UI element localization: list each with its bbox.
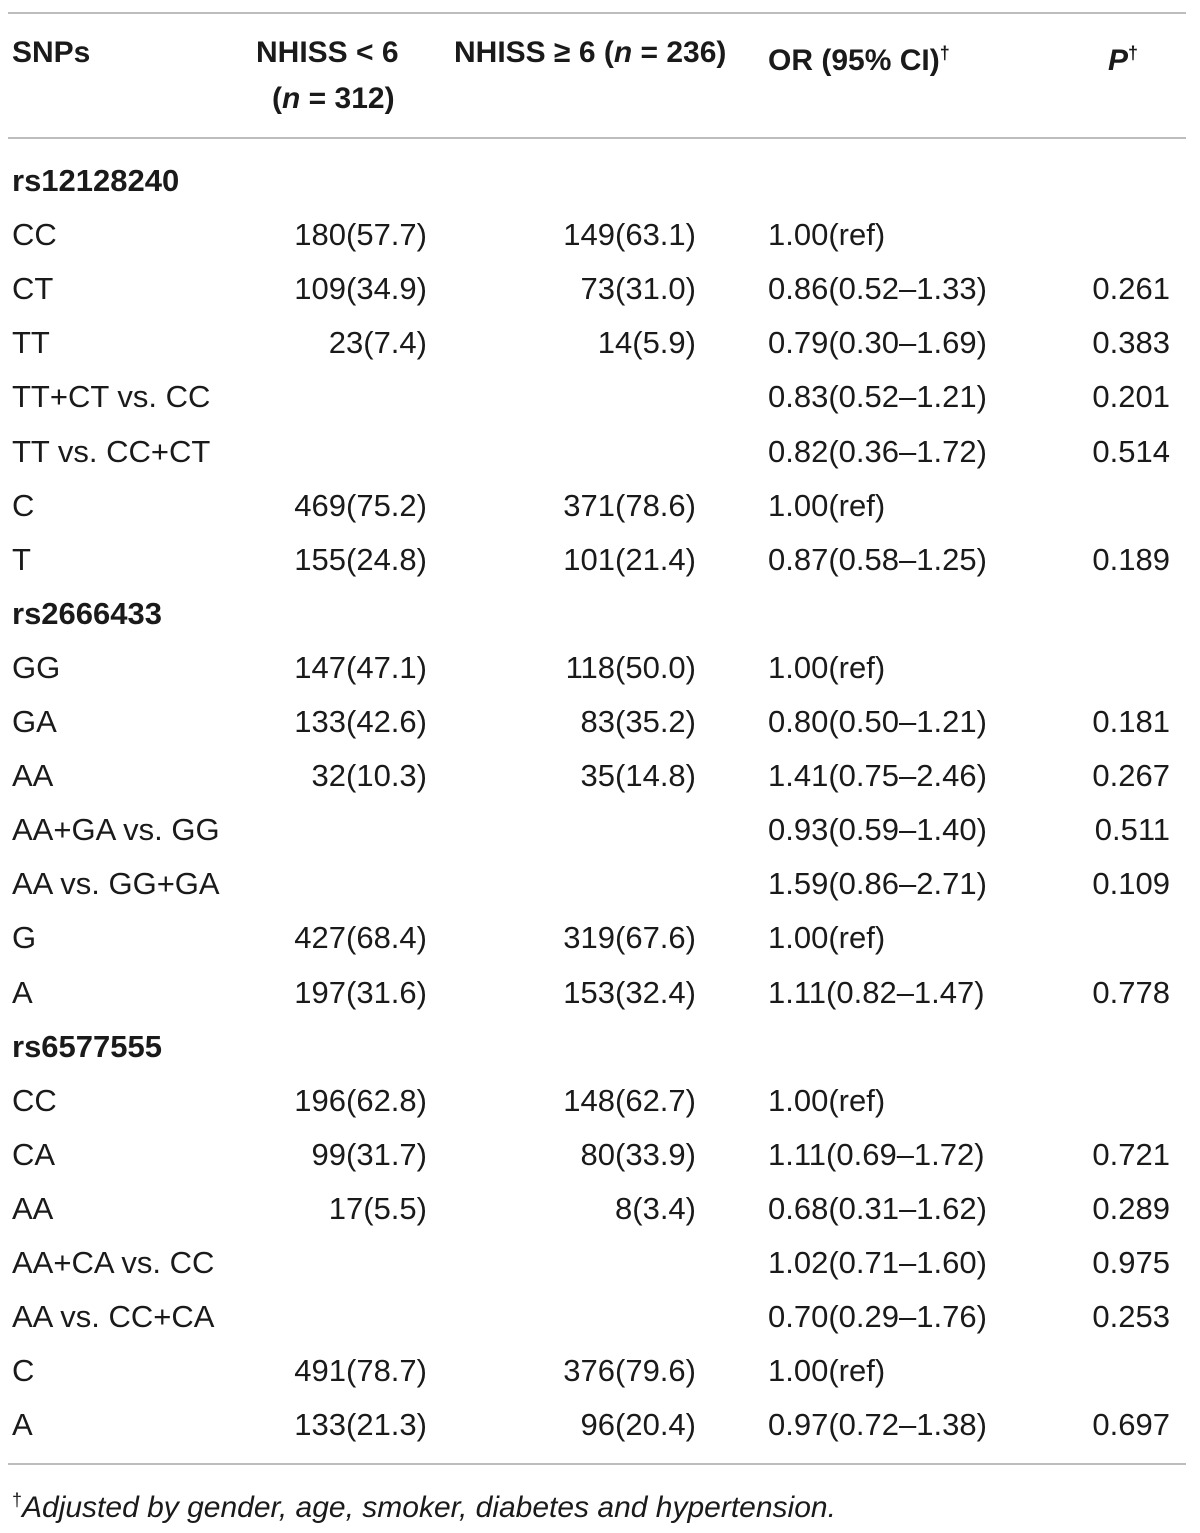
cell-or: 0.93(0.59–1.40) <box>768 812 987 848</box>
header-bottom-rule <box>8 137 1186 139</box>
cell-label: GG <box>12 649 61 685</box>
cell-label: CA <box>12 1136 56 1172</box>
cell-a: 155(24.8) <box>294 541 427 577</box>
cell-b: 83(35.2) <box>580 704 696 739</box>
cell-label: GA <box>12 704 57 739</box>
cell-label: AA+CA vs. CC <box>12 1245 215 1280</box>
cell-a: 180(57.7) <box>294 217 427 253</box>
cell-label: AA <box>12 1190 54 1226</box>
cell-label: AA vs. GG+GA <box>12 866 220 902</box>
cell-p: 0.514 <box>1092 433 1170 469</box>
cell-b: 8(3.4) <box>615 1190 696 1226</box>
cell-p: 0.511 <box>1094 812 1170 848</box>
cell-or: 1.00(ref) <box>768 1353 886 1389</box>
cell-a: 491(78.7) <box>294 1353 427 1389</box>
cell-b: 376(79.6) <box>563 1353 696 1389</box>
cell-p: 0.253 <box>1092 1299 1170 1335</box>
cell-label: A <box>12 974 33 1010</box>
cell-a: 32(10.3) <box>311 758 427 794</box>
header-snps: SNPs <box>12 36 91 69</box>
cell-p: 0.109 <box>1092 866 1170 902</box>
cell-p: 0.778 <box>1092 974 1170 1010</box>
cell-or: 0.86(0.52–1.33) <box>768 271 987 307</box>
cell-b: 118(50.0) <box>565 649 696 685</box>
cell-b: 101(21.4) <box>563 541 696 577</box>
header-or: OR (95% CI)† <box>768 43 950 77</box>
cell-label: CC <box>12 217 57 253</box>
cell-or: 1.41(0.75–2.46) <box>768 758 987 794</box>
footnote <box>12 1482 836 1526</box>
cell-p: 0.267 <box>1092 758 1170 794</box>
cell-p: 0.261 <box>1092 271 1170 307</box>
cell-label: T <box>12 541 31 577</box>
cell-or: 1.00(ref) <box>768 1082 886 1118</box>
cell-b: 73(31.0) <box>580 271 696 307</box>
cell-or: 0.83(0.52–1.21) <box>768 379 987 415</box>
cell-label: TT+CT vs. CC <box>12 379 211 415</box>
cell-or: 0.87(0.58–1.25) <box>768 541 987 577</box>
cell-p: 0.383 <box>1092 325 1170 361</box>
cell-label: C <box>12 1353 35 1389</box>
header-p: P† <box>1108 43 1139 77</box>
cell-a: 109(34.9) <box>294 271 427 307</box>
cell-or: 0.70(0.29–1.76) <box>768 1299 987 1335</box>
header-nhiss-lt6-n: (n = 312) <box>272 82 395 115</box>
cell-or: 1.02(0.71–1.60) <box>768 1245 987 1280</box>
footnote-dagger: † <box>12 1490 23 1510</box>
cell-or: 1.00(ref) <box>768 920 886 956</box>
cell-a: 23(7.4) <box>328 325 427 361</box>
cell-or: 0.97(0.72–1.38) <box>768 1407 987 1443</box>
footnote-text: Adjusted by gender, age, smoker, diabetes and hypertension. <box>22 1491 836 1524</box>
cell-b: 148(62.7) <box>563 1082 696 1118</box>
cell-a: 147(47.1) <box>294 649 427 685</box>
cell-p: 0.975 <box>1092 1245 1170 1280</box>
cell-or: 1.11(0.82–1.47) <box>768 974 985 1010</box>
header-p-dagger: † <box>1128 43 1139 63</box>
cell-a: 133(21.3) <box>294 1407 427 1443</box>
header-nhiss-lt6: NHISS < 6 <box>256 36 399 69</box>
cell-or: 0.79(0.30–1.69) <box>768 325 987 361</box>
snp-group-title: rs2666433 <box>12 595 162 631</box>
cell-or: 1.00(ref) <box>768 487 886 523</box>
cell-label: G <box>12 920 37 956</box>
cell-a: 133(42.6) <box>294 704 427 739</box>
cell-label: TT <box>12 325 50 361</box>
cell-b: 149(63.1) <box>563 217 696 253</box>
snp-group-title: rs6577555 <box>12 1028 162 1064</box>
cell-b: 371(78.6) <box>563 487 696 523</box>
cell-label: A <box>12 1407 33 1443</box>
cell-a: 99(31.7) <box>311 1136 427 1172</box>
cell-label: AA <box>12 758 54 794</box>
cell-p: 0.181 <box>1092 704 1170 739</box>
cell-p: 0.189 <box>1092 541 1170 577</box>
cell-or: 0.68(0.31–1.62) <box>768 1190 987 1226</box>
cell-a: 427(68.4) <box>294 920 427 956</box>
cell-or: 1.59(0.86–2.71) <box>768 866 987 902</box>
cell-b: 35(14.8) <box>580 758 696 794</box>
cell-label: CT <box>12 271 54 307</box>
cell-label: AA vs. CC+CA <box>12 1299 215 1335</box>
cell-label: CC <box>12 1082 57 1118</box>
cell-b: 319(67.6) <box>563 920 696 956</box>
cell-or: 0.80(0.50–1.21) <box>768 704 987 739</box>
cell-b: 153(32.4) <box>563 974 696 1010</box>
header-nhiss-ge6: NHISS ≥ 6 (n = 236) <box>454 36 727 69</box>
table-top-rule <box>8 12 1186 14</box>
cell-a: 469(75.2) <box>294 487 427 523</box>
cell-a: 196(62.8) <box>294 1082 427 1118</box>
snp-group-title: rs12128240 <box>12 163 180 198</box>
cell-or: 1.00(ref) <box>768 649 886 685</box>
cell-p: 0.289 <box>1092 1190 1170 1226</box>
cell-p: 0.201 <box>1092 379 1170 415</box>
cell-label: TT vs. CC+CT <box>12 433 211 469</box>
cell-label: C <box>12 487 35 523</box>
cell-b: 14(5.9) <box>597 325 696 361</box>
cell-b: 96(20.4) <box>580 1407 696 1443</box>
cell-or: 1.00(ref) <box>768 217 886 253</box>
table-bottom-rule <box>8 1463 1186 1465</box>
cell-a: 17(5.5) <box>328 1190 427 1226</box>
header-or-dagger: † <box>939 43 950 63</box>
cell-label: AA+GA vs. GG <box>12 812 220 848</box>
cell-p: 0.697 <box>1092 1407 1170 1443</box>
cell-a: 197(31.6) <box>294 974 427 1010</box>
cell-or: 1.11(0.69–1.72) <box>768 1136 985 1172</box>
cell-b: 80(33.9) <box>580 1136 696 1172</box>
cell-p: 0.721 <box>1092 1136 1170 1172</box>
cell-or: 0.82(0.36–1.72) <box>768 433 987 469</box>
